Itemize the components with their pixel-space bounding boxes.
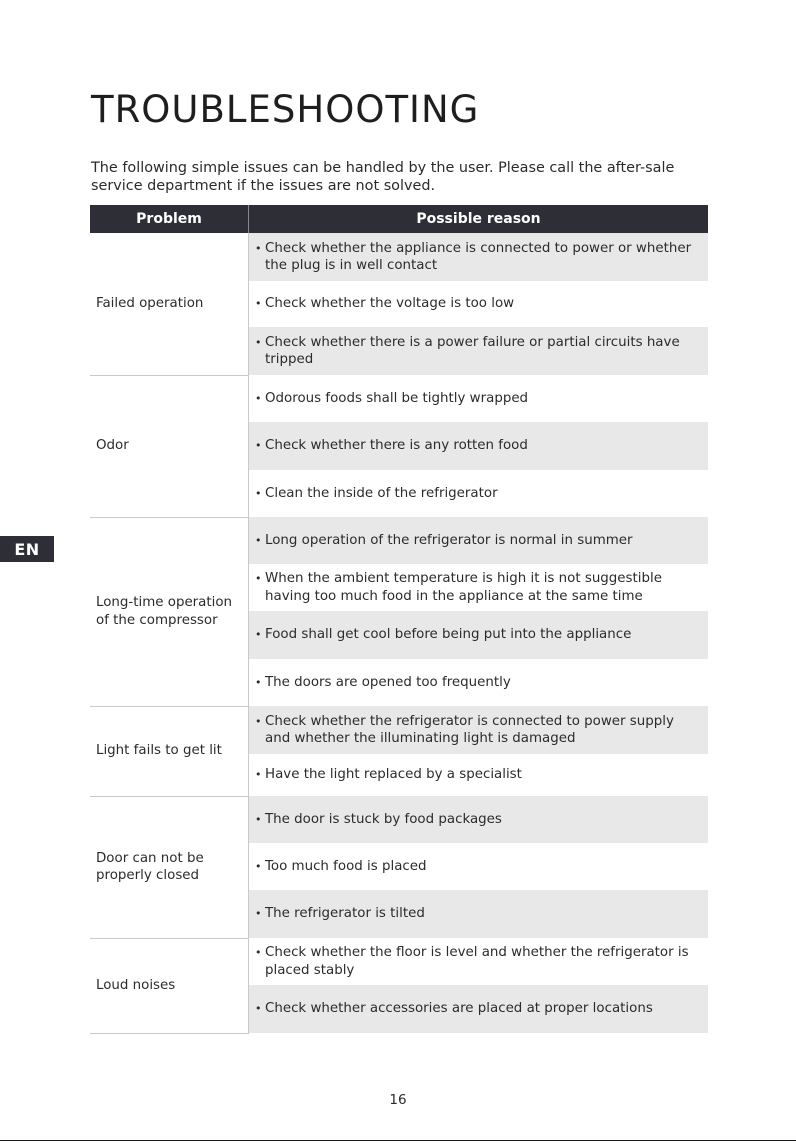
reason-text: Check whether accessories are placed at proper locations: [265, 1001, 653, 1017]
reason-text: Too much food is placed: [265, 858, 427, 874]
problem-column-header: Problem: [90, 205, 249, 233]
language-tab: EN: [0, 536, 54, 562]
reason-cell: [249, 706, 709, 754]
reason-text: Odorous foods shall be tightly wrapped: [265, 390, 529, 406]
reason-cell: [249, 375, 709, 422]
problem-cell: Light fails to get lit: [90, 706, 249, 796]
page-title: TROUBLESHOOTING: [91, 88, 480, 131]
reason-text: Check whether the refrigerator is connected to power supply and whether the illuminating light is damaged: [265, 713, 674, 746]
problem-cell: Failed operation: [90, 233, 249, 375]
reason-text: The doors are opened too frequently: [265, 674, 511, 690]
reason-cell: [249, 843, 709, 890]
bullet: •: [255, 675, 262, 689]
problem-cell: Door can not be properly closed: [90, 796, 249, 938]
reason-text: Food shall get cool before being put into the appliance: [265, 627, 632, 643]
reason-cell: [249, 233, 709, 281]
bullet: •: [255, 714, 262, 728]
reason-cell: [249, 517, 709, 564]
bullet: •: [255, 768, 262, 782]
reason-cell: [249, 659, 709, 706]
reason-text: When the ambient temperature is high it is not suggestible having too much food in the appliance at the same time: [265, 571, 662, 604]
problem-cell: Long-time operation of the compressor: [90, 517, 249, 706]
bullet: •: [255, 439, 262, 453]
reason-cell: [249, 564, 709, 611]
reason-cell: [249, 938, 709, 985]
table-row: [90, 233, 708, 281]
reason-text: Have the light replaced by a specialist: [265, 767, 522, 783]
table-row: [90, 375, 708, 422]
reason-text: Check whether there is a power failure or partial circuits have tripped: [265, 334, 680, 367]
reason-cell: [249, 422, 709, 470]
reason-text: Check whether the floor is level and whether the refrigerator is placed stably: [265, 945, 689, 978]
reason-text: Check whether there is any rotten food: [265, 438, 528, 454]
reason-text: Clean the inside of the refrigerator: [265, 485, 498, 501]
table-row: [90, 938, 708, 985]
table-row: [90, 796, 708, 843]
reason-text: Check whether the voltage is too low: [265, 296, 515, 312]
reason-text: Check whether the appliance is connected to power or whether the plug is in well contact: [265, 240, 692, 273]
reason-cell: [249, 890, 709, 938]
reason-cell: [249, 611, 709, 659]
bullet: •: [255, 335, 262, 349]
reason-cell: [249, 470, 709, 517]
table-row: [90, 517, 708, 564]
bullet: •: [255, 486, 262, 500]
bullet: •: [255, 533, 262, 547]
bullet: •: [255, 907, 262, 921]
reason-cell: [249, 754, 709, 796]
reason-text: Long operation of the refrigerator is normal in summer: [265, 532, 633, 548]
reason-cell: [249, 327, 709, 375]
reason-text: The door is stuck by food packages: [265, 811, 502, 827]
bullet: •: [255, 946, 262, 959]
bullet: •: [255, 859, 262, 873]
troubleshooting-table-body: [90, 233, 708, 1033]
reason-column-header: Possible reason: [249, 205, 709, 233]
reason-text: The refrigerator is tilted: [265, 906, 425, 922]
reason-cell: [249, 796, 709, 843]
bullet: •: [255, 297, 262, 311]
bullet: •: [255, 1002, 262, 1016]
problem-cell: Odor: [90, 375, 249, 517]
reason-cell: [249, 281, 709, 327]
table-row: [90, 706, 708, 754]
page-number: 16: [389, 1092, 407, 1108]
bullet: •: [255, 391, 262, 405]
bottom-rule: [0, 1140, 796, 1141]
troubleshooting-table: [90, 205, 708, 1034]
bullet: •: [255, 628, 262, 642]
bullet: •: [255, 241, 262, 255]
intro-paragraph: The following simple issues can be handled by the user. Please call the after-sale service department if the issues are not solved.: [91, 160, 675, 194]
bullet: •: [255, 572, 262, 585]
reason-cell: [249, 985, 709, 1033]
bullet: •: [255, 812, 262, 826]
table-header-row: [90, 205, 708, 233]
problem-cell: Loud noises: [90, 938, 249, 1033]
